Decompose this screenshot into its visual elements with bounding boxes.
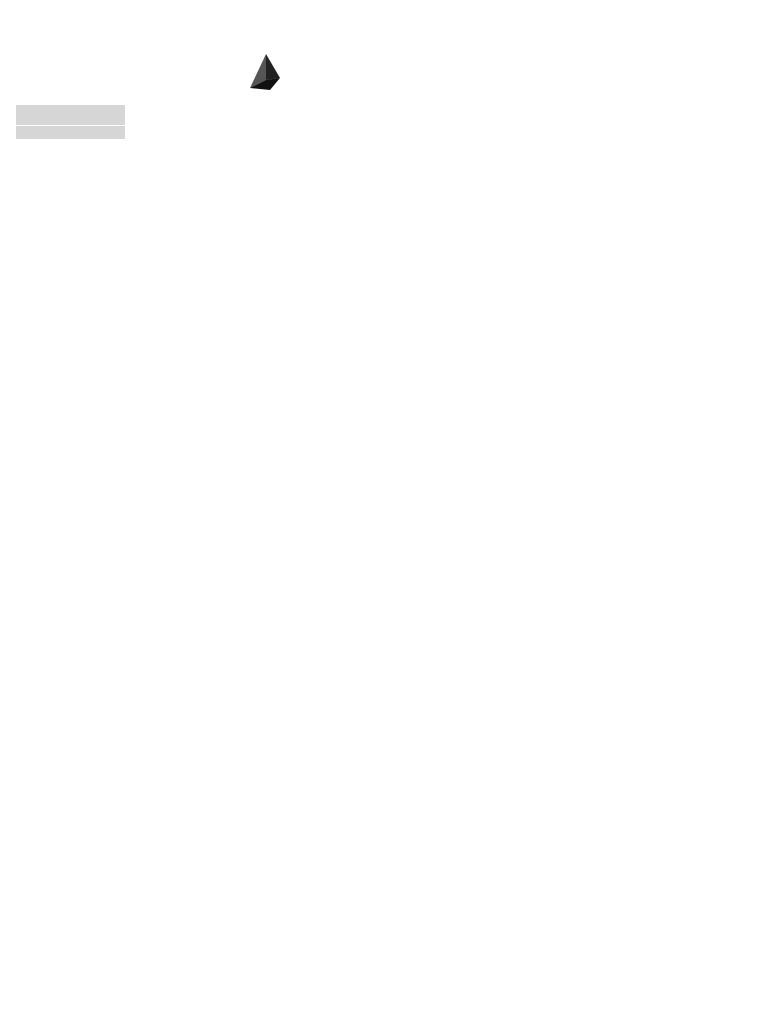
date-field[interactable] — [16, 126, 125, 139]
signature-field[interactable] — [126, 945, 348, 984]
brand-logo — [248, 52, 460, 98]
name-field[interactable] — [16, 105, 125, 125]
